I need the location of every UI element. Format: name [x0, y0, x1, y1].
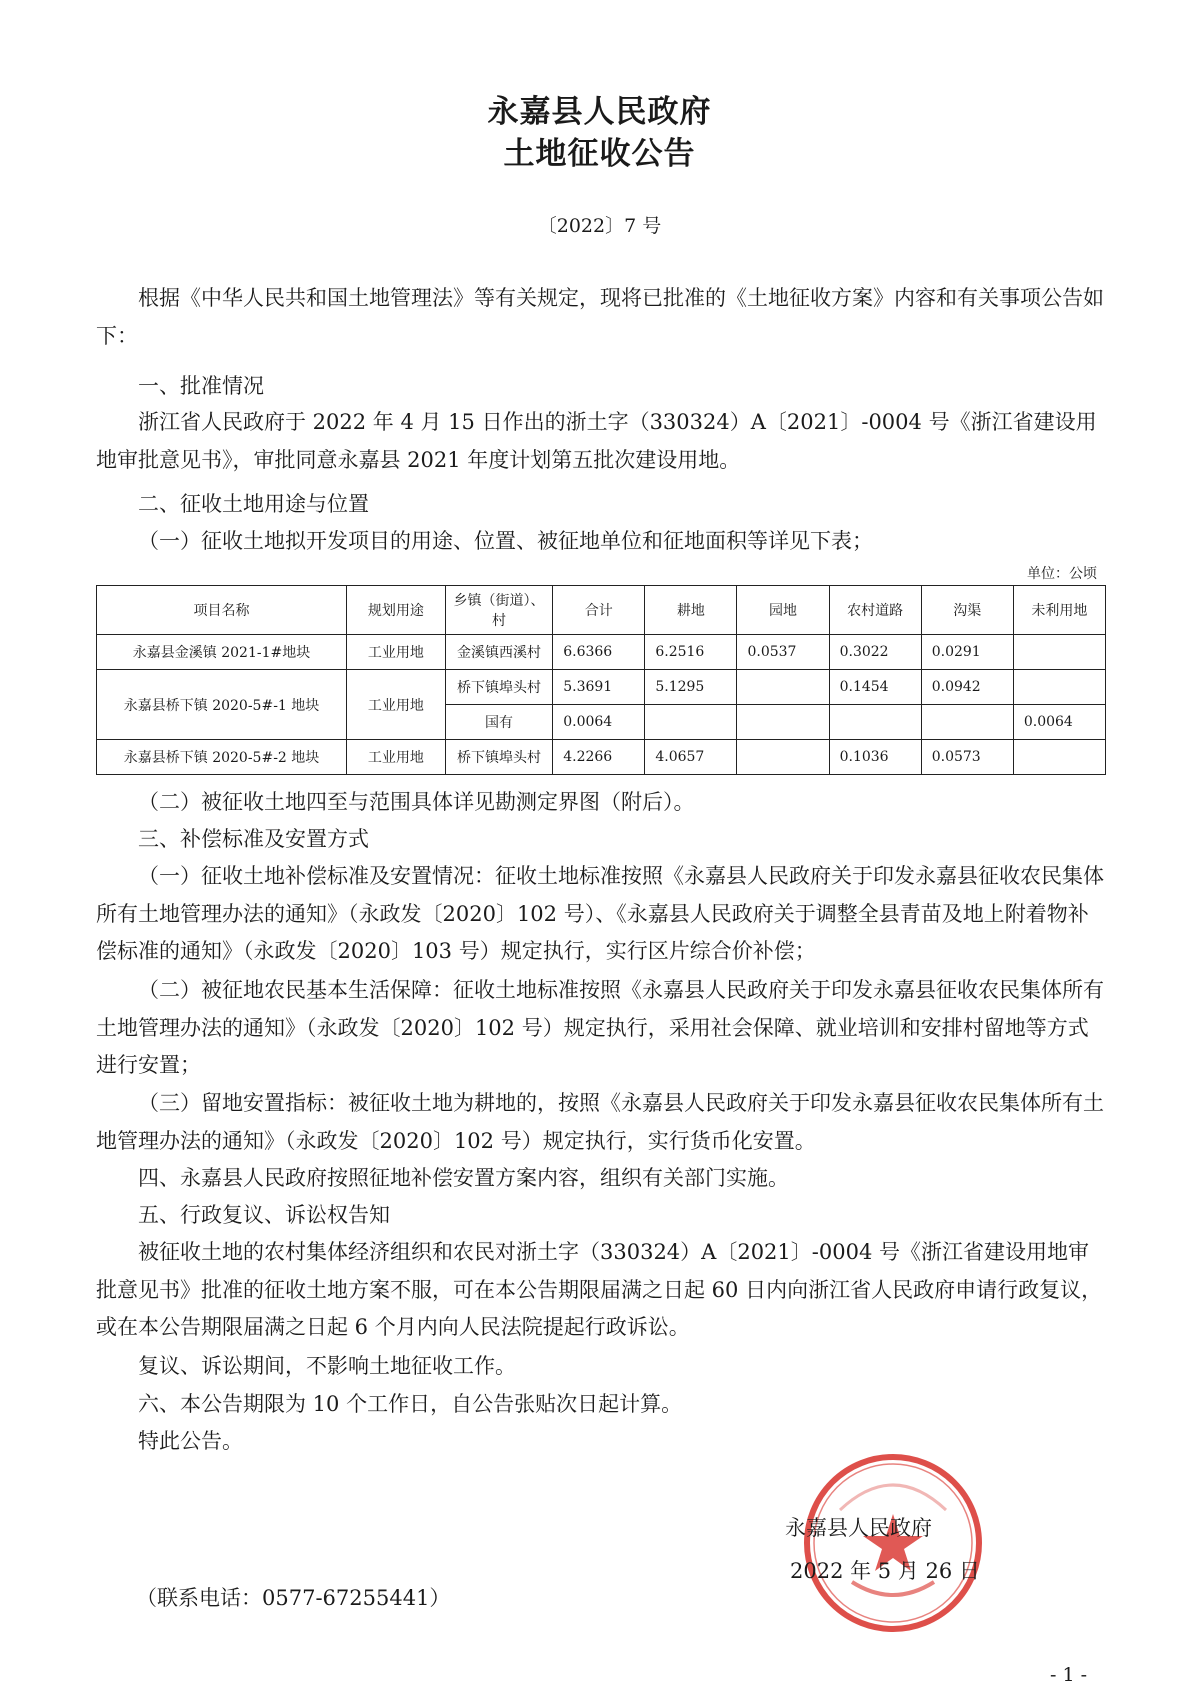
- header-total: 合计: [553, 586, 645, 635]
- cell-village: 金溪镇西溪村: [445, 635, 552, 670]
- intro-paragraph: 根据《中华人民共和国土地管理法》等有关规定，现将已批准的《土地征收方案》内容和有关事项公告如下：: [96, 286, 1104, 348]
- title-line-1: 永嘉县人民政府: [487, 94, 712, 130]
- section-3-item-3: （三）留地安置指标：被征收土地为耕地的，按照《永嘉县人民政府关于印发永嘉县征收农民集体所有土地管理办法的通知》（永政发〔2020〕102 号）规定执行，实行货币化安置。: [96, 1091, 1104, 1153]
- header-rural-road: 农村道路: [829, 586, 921, 635]
- header-township-village: 乡镇（街道）、村: [445, 586, 552, 635]
- section-1-heading: 一、批准情况: [138, 374, 264, 398]
- signatory: 永嘉县人民政府: [785, 1516, 932, 1540]
- cell-cultivated: 6.2516: [645, 635, 737, 670]
- table-unit-label: 单位：公顷: [1027, 566, 1097, 582]
- header-garden: 园地: [737, 586, 829, 635]
- cell-ditch: 0.0573: [921, 740, 1013, 775]
- cell-total: 4.2266: [553, 740, 645, 775]
- cell-ditch: 0.0942: [921, 670, 1013, 705]
- section-4-text: 四、永嘉县人民政府按照征地补偿安置方案内容，组织有关部门实施。: [138, 1166, 789, 1190]
- section-3-item-1: （一）征收土地补偿标准及安置情况：征收土地标准按照《永嘉县人民政府关于印发永嘉县征收农民集体所有土地管理办法的通知》（永政发〔2020〕102 号）、《永嘉县人民政府关于调整全县青苗及地上附着物补偿标准的通知》（永政发〔2020〕103 号）规定执行，实行区片综合价补偿；: [96, 864, 1104, 964]
- section-2-item-1: （一）征收土地拟开发项目的用途、位置、被征地单位和征地面积等详见下表；: [138, 529, 873, 553]
- header-project-name: 项目名称: [97, 586, 347, 635]
- closing-text: 特此公告。: [138, 1429, 243, 1453]
- section-3-item-2: （二）被征地农民基本生活保障：征收土地标准按照《永嘉县人民政府关于印发永嘉县征收农民集体所有土地管理办法的通知》（永政发〔2020〕102 号）规定执行，采用社会保障、就业培训和安排村留地等方式进行安置；: [96, 978, 1104, 1078]
- section-2-heading: 二、征收土地用途与位置: [138, 492, 369, 516]
- cell-unused: 0.0064: [1013, 705, 1105, 740]
- cell-ditch: [921, 705, 1013, 740]
- cell-cultivated: 5.1295: [645, 670, 737, 705]
- cell-unused: [1013, 670, 1105, 705]
- contact-phone: （联系电话：0577-67255441）: [136, 1586, 451, 1610]
- section-3-heading: 三、补偿标准及安置方式: [138, 827, 369, 851]
- cell-project: 永嘉县桥下镇 2020-5#-1 地块: [97, 670, 347, 740]
- land-acquisition-table: [96, 585, 1106, 775]
- cell-cultivated: 4.0657: [645, 740, 737, 775]
- table-header-row: [97, 586, 1106, 635]
- title-line-2: 土地征收公告: [503, 136, 696, 172]
- cell-village: 桥下镇埠头村: [445, 740, 552, 775]
- signature-date: 2022 年 5 月 26 日: [790, 1559, 980, 1583]
- cell-total: 0.0064: [553, 705, 645, 740]
- cell-road: 0.3022: [829, 635, 921, 670]
- section-2-item-2: （二）被征收土地四至与范围具体详见勘测定界图（附后）。: [138, 790, 695, 814]
- header-planned-use: 规划用途: [347, 586, 446, 635]
- cell-road: 0.1454: [829, 670, 921, 705]
- cell-unused: [1013, 740, 1105, 775]
- section-5-note: 复议、诉讼期间，不影响土地征收工作。: [138, 1354, 516, 1378]
- cell-garden: [737, 670, 829, 705]
- header-ditch: 沟渠: [921, 586, 1013, 635]
- cell-village: 国有: [445, 705, 552, 740]
- cell-total: 5.3691: [553, 670, 645, 705]
- cell-cultivated: [645, 705, 737, 740]
- section-5-text: 被征收土地的农村集体经济组织和农民对浙土字（330324）A〔2021〕-0004 号《浙江省建设用地审批意见书》批准的征收土地方案不服，可在本公告期限届满之日起 60 日内向浙江省人民政府申请行政复议，或在本公告期限届满之日起 6 个月内向人民法院提起行政诉讼。: [96, 1240, 1103, 1340]
- cell-garden: 0.0537: [737, 635, 829, 670]
- cell-project: 永嘉县金溪镇 2021-1#地块: [97, 635, 347, 670]
- table-row: [97, 635, 1106, 670]
- official-seal-icon: [800, 1450, 986, 1636]
- header-unused: 未利用地: [1013, 586, 1105, 635]
- section-1-text: 浙江省人民政府于 2022 年 4 月 15 日作出的浙土字（330324）A〔2021〕-0004 号《浙江省建设用地审批意见书》，审批同意永嘉县 2021 年度计划第五批次建设用地。: [96, 410, 1097, 472]
- cell-use: 工业用地: [347, 740, 446, 775]
- cell-project: 永嘉县桥下镇 2020-5#-2 地块: [97, 740, 347, 775]
- cell-use: 工业用地: [347, 670, 446, 740]
- cell-garden: [737, 740, 829, 775]
- cell-total: 6.6366: [553, 635, 645, 670]
- cell-garden: [737, 705, 829, 740]
- section-6-text: 六、本公告期限为 10 个工作日，自公告张贴次日起计算。: [138, 1392, 683, 1416]
- header-cultivated: 耕地: [645, 586, 737, 635]
- section-5-heading: 五、行政复议、诉讼权告知: [138, 1203, 390, 1227]
- cell-road: 0.1036: [829, 740, 921, 775]
- table-row: [97, 670, 1106, 705]
- page-number: - 1 -: [1050, 1664, 1088, 1686]
- document-number: 〔2022〕7 号: [537, 215, 662, 237]
- cell-village: 桥下镇埠头村: [445, 670, 552, 705]
- table-row: [97, 740, 1106, 775]
- cell-use: 工业用地: [347, 635, 446, 670]
- cell-ditch: 0.0291: [921, 635, 1013, 670]
- cell-unused: [1013, 635, 1105, 670]
- cell-road: [829, 705, 921, 740]
